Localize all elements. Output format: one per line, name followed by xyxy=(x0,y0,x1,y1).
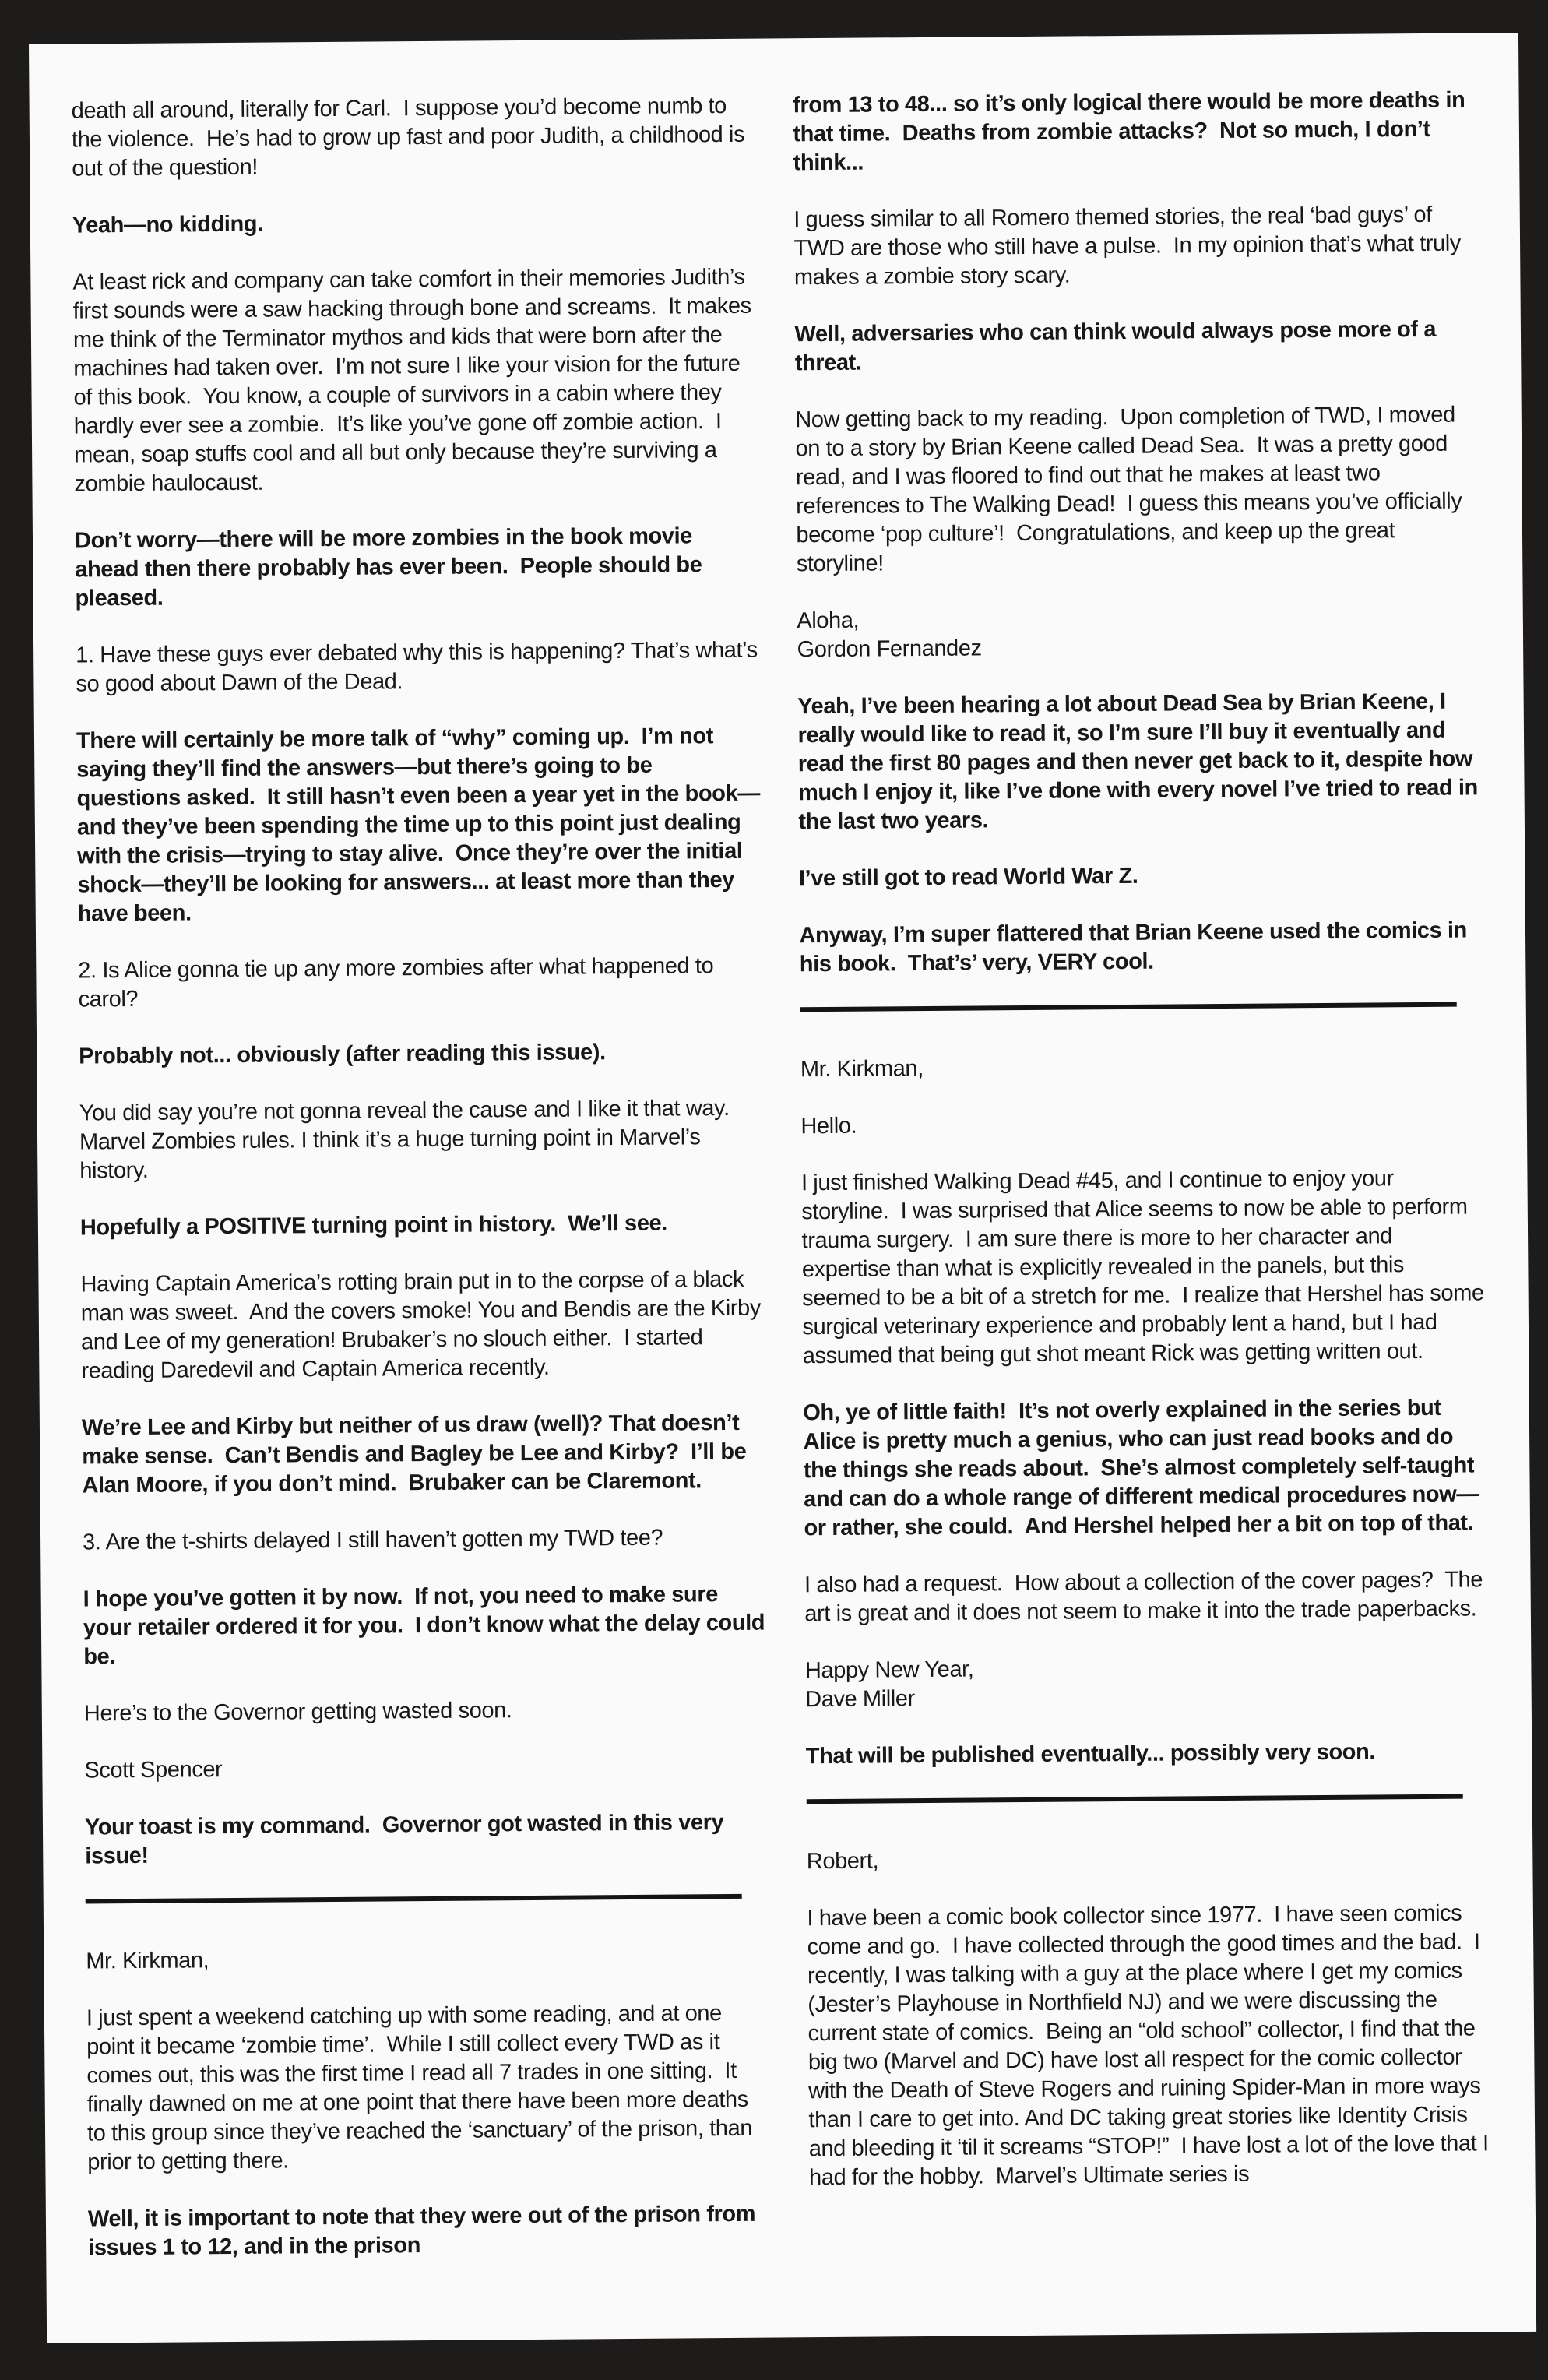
reader-letter-text: death all around, literally for Carl. I suppose you’d become numb to the violence. He’s had to grow up fast and poor Judith, a childhood is out of the question! xyxy=(71,93,751,181)
editor-reply-text: Your toast is my command. Governor got wasted in this very issue! xyxy=(84,1810,730,1869)
editor-reply-text: Don’t worry—there will be more zombies in the book movie ahead then there probably has ever been. People should be pleased. xyxy=(74,523,709,611)
editor-reply-text: Oh, ye of little faith! It’s not overly explained in the series but Alice is pretty much a genius, who can just read books and do the things she reads about. She’s almost completely self-taught and can do a whole range of different medical procedures now—or rather, she could. And Hershel helped her a bit on top of that. xyxy=(803,1395,1480,1541)
reader-letter-text: Mr. Kirkman, xyxy=(800,1056,924,1083)
editor-reply-text: Probably not... obviously (after reading this issue). xyxy=(79,1040,606,1069)
reader-letter-text: At least rick and company can take comfort in their memories Judith’s first sounds were a saw hacking through bone and screams. It makes me think of the Terminator mythos and kids that were born after the machines had taken over. I’m not sure I like your vision for the future of this book. You know, a couple of survivors in a cabin where they hardly ever see a zombie. It’s like you’ve gone off zombie action. I mean, soap stuffs cool and all but only because they’re surviving a zombie haulocaust. xyxy=(72,264,758,497)
reader-letter-text: Having Captain America’s rotting brain put in to the corpse of a black man was sweet. And the covers smoke! You and Bendis are the Kirby and Lee of my generation! Brubaker’s no slouch either. I started reading Daredevil and Captain America recently. xyxy=(80,1266,767,1384)
letter-divider xyxy=(800,1002,1456,1012)
editor-reply-text: There will certainly be more talk of “why” coming up. I’m not saying they’ll find the answers—but there’s going to be questions asked. It still hasn’t even been a year yet in the book—and they’ve been spending the time up to this point just dealing with the crisis—trying to stay alive. Once they’re over the initial shock—they’ll be looking for answers... at least more than they have been. xyxy=(76,724,761,927)
editor-reply-text: Anyway, I’m super flattered that Brian Keene used the comics in his book. That’s’ very, VERY cool. xyxy=(799,917,1473,977)
editor-reply-text: Yeah, I’ve been hearing a lot about Dead Sea by Brian Keene, I really would like to read it, so I’m sure I’ll buy it eventually and read the first 80 pages and then never get back to it, despite how much I enjoy it, like I’ve done with every novel I’ve tried to read in the last two years. xyxy=(797,688,1484,835)
reader-letter-text: I have been a comic book collector since 1977. I have seen comics come and go. I have collected through the good times and the bad. I recently, I was talking with a guy at the place where I get my comics (Jester’s Playhouse in Northfield NJ) and we were discussing the current state of comics. Being an “old school” collector, I find that the big two (Marvel and DC) have lost all respect for the comic collector with the Death of Steve Rogers and ruining Spider-Man in more ways than I care to get into. And DC taking great stories like Identity Crisis and bleeding it ‘til it screams “STOP!” I have lost a lot of the love that I had for the hobby. Marvel’s Ultimate series is xyxy=(807,1900,1495,2191)
reader-letter-text: I also had a request. How about a collection of the cover pages? The art is great and it does not seem to make it into the trade paperbacks. xyxy=(804,1567,1489,1627)
reader-letter-text: Mr. Kirkman, xyxy=(86,1948,209,1974)
editor-reply-text: Yeah—no kidding. xyxy=(72,211,263,238)
reader-letter-text: 1. Have these guys ever debated why this is happening? That’s what’s so good about Dawn of the Dead. xyxy=(76,637,764,697)
reader-letter-text: Happy New Year, Dave Miller xyxy=(804,1656,974,1713)
reader-letter-text: Now getting back to my reading. Upon completion of TWD, I moved on to a story by Brian Keene called Dead Sea. It was a pretty good read, and I was floored to find out that he makes at least two references to The Walking Dead! I guess this means you’ve officially become ‘pop culture’! Congratulations, and keep up the great storyline! xyxy=(795,402,1469,577)
letter-divider xyxy=(806,1794,1462,1804)
reader-letter-text: Robert, xyxy=(806,1848,879,1875)
editor-reply-text: That will be published eventually... possibly very soon. xyxy=(805,1739,1376,1769)
reader-letter-text: I just finished Walking Dead #45, and I continue to enjoy your storyline. I was surprised that Alice seems to now be able to perform trauma surgery. I am sure there is more to her character and expertise than what is explicitly revealed in the panels, but this seemed to be a bit of a stretch for me. I realize that Hershel has some surgical veterinary experience and probably lent a hand, but I had assumed that being gut shot meant Rick was getting written out. xyxy=(800,1166,1490,1369)
reader-letter-text: 2. Is Alice gonna tie up any more zombies after what happened to carol? xyxy=(78,953,720,1012)
reader-letter-text: Scott Spencer xyxy=(84,1757,223,1783)
editor-reply-text: from 13 to 48... so it’s only logical there would be more deaths in that time. Deaths from zombie attacks? Not so much, I don’t think... xyxy=(793,87,1472,176)
letters-page xyxy=(29,33,1536,2343)
reader-letter-text: Hello. xyxy=(800,1113,857,1139)
editor-reply-text: We’re Lee and Kirby but neither of us draw (well)? That doesn’t make sense. Can’t Bendis and Bagley be Lee and Kirby? I’ll be Alan Moore, if you don’t mind. Brubaker can be Claremont. xyxy=(81,1410,752,1498)
editor-reply-text: I hope you’ve gotten it by now. If not, you need to make sure your retailer ordered it for you. I don’t know what the delay could be. xyxy=(83,1582,771,1670)
reader-letter-text: Here’s to the Governor getting wasted soon. xyxy=(83,1698,512,1727)
letters-columns xyxy=(72,86,1494,2311)
editor-reply-text: Well, adversaries who can think would always pose more of a threat. xyxy=(794,316,1442,376)
reader-letter-text: 3. Are the t-shirts delayed I still haven’t gotten my TWD tee? xyxy=(82,1525,663,1555)
editor-reply-text: I’ve still got to read World War Z. xyxy=(798,863,1138,892)
letter-divider xyxy=(86,1894,742,1904)
left-column xyxy=(72,92,773,2312)
reader-letter-text: I guess similar to all Romero themed stories, the real ‘bad guys’ of TWD are those who still have a pulse. In my opinion that’s what truly makes a zombie story scary. xyxy=(793,202,1467,290)
right-column xyxy=(793,86,1494,2306)
reader-letter-text: Aloha, Gordon Fernandez xyxy=(797,607,982,663)
reader-letter-text: I just spent a weekend catching up with some reading, and at one point it became ‘zombie time’. While I still collect every TWD as it comes out, this was the first time I read all 7 trades in one sitting. It finally dawned on me at one point that there have been more deaths to this group since they’ve reached the ‘sanctuary’ of the prison, than prior to getting there. xyxy=(86,2001,758,2175)
reader-letter-text: You did say you’re not gonna reveal the cause and I like it that way. Marvel Zombies rules. I think it’s a huge turning point in Marvel’s history. xyxy=(79,1095,742,1184)
editor-reply-text: Well, it is important to note that they were out of the prison from issues 1 to 12, and in the prison xyxy=(87,2201,762,2261)
editor-reply-text: Hopefully a POSITIVE turning point in history. We’ll see. xyxy=(79,1210,668,1241)
